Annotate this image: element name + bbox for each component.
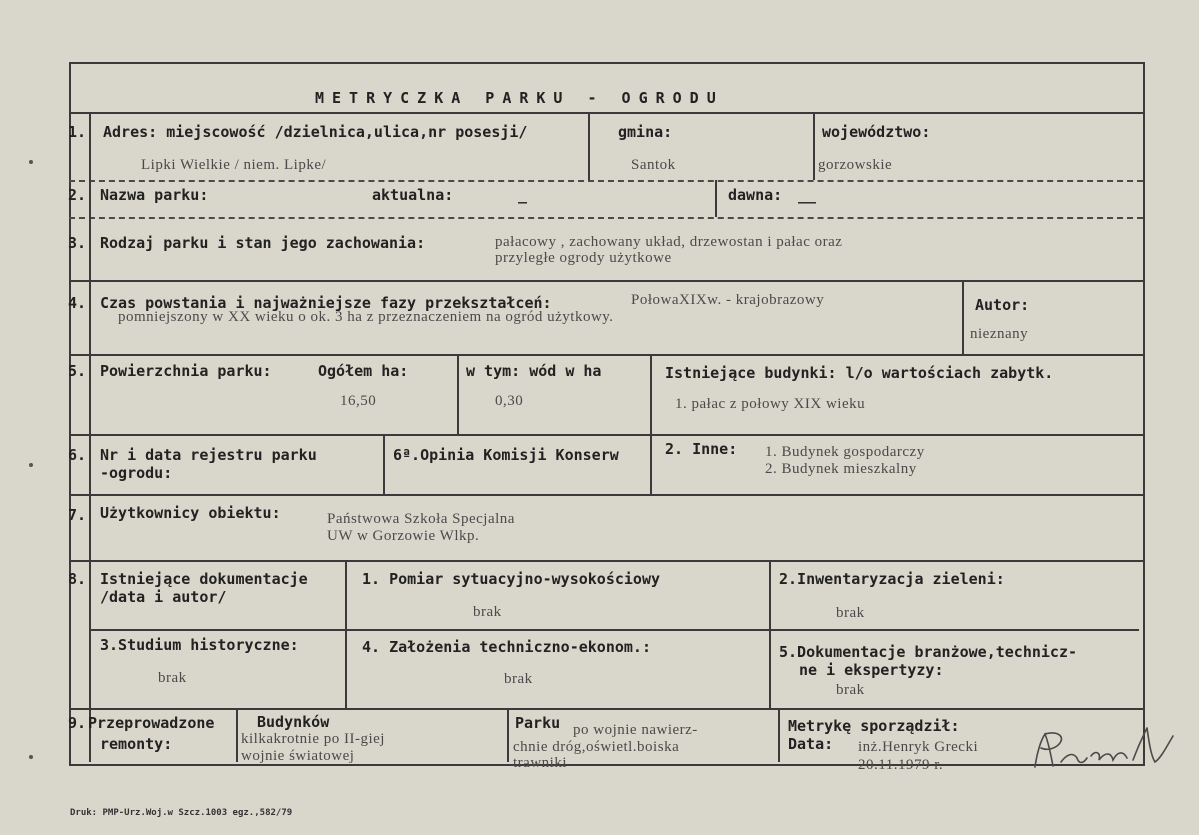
greenery-inventory-label: 2.Inwentaryzacja zieleni: (779, 570, 1005, 588)
current-name-label: aktualna: (372, 186, 454, 204)
section-number: 8. (68, 570, 87, 588)
form-title: METRYCZKA PARKU - OGRODU (315, 89, 724, 107)
rule (89, 629, 1139, 631)
park-name-label: Nazwa parku: (100, 186, 209, 204)
origin-time-label: Czas powstania i najważniejsze fazy przekształceń: (100, 294, 552, 312)
water-area-value: 0,30 (495, 393, 524, 409)
technical-assumptions-label: 4. Założenia techniczno-ekonom.: (362, 638, 651, 656)
existing-buildings-value: 1. pałac z połowy XIX wieku (675, 396, 866, 412)
total-area-value: 16,50 (340, 393, 377, 409)
historical-study-label: 3.Studium historyczne: (100, 636, 299, 654)
print-info: Druk: PMP-Urz.Woj.w Szcz.1003 egz.,582/79 (70, 808, 293, 818)
former-name-label: dawna: (728, 186, 783, 204)
current-name-value: _ (518, 186, 528, 204)
column-divider (813, 112, 815, 180)
documentation-label: /data i autor/ (100, 588, 227, 606)
historical-study-value: brak (158, 670, 187, 686)
park-type-value: przyległe ogrody użytkowe (495, 250, 672, 266)
buildings-repairs-value: wojnie światowej (241, 748, 355, 764)
rule (69, 434, 1143, 436)
origin-time-value: pomniejszony w XX wieku o ok. 3 ha z przeznaczeniem na ogród użytkowy. (118, 309, 614, 325)
existing-buildings-label: Istniejące budynki: l/o wartościach zabytk. (665, 364, 1054, 382)
rule (69, 494, 1143, 496)
section-number: 4. (68, 294, 87, 312)
margin-dot (29, 755, 33, 759)
buildings-repairs-label: Budynków (257, 713, 330, 731)
users-value: Państwowa Szkoła Specjalna (327, 511, 515, 527)
column-divider (650, 354, 652, 494)
column-divider (507, 708, 509, 762)
section-number: 7. (68, 506, 87, 524)
voivodeship-label: województwo: (822, 123, 931, 141)
users-value: UW w Gorzowie Wlkp. (327, 528, 480, 544)
column-divider (457, 354, 459, 434)
park-repairs-label: Parku (515, 714, 561, 732)
section-number: 2. (68, 186, 87, 204)
users-label: Użytkownicy obiektu: (100, 504, 281, 522)
park-type-value: pałacowy , zachowany układ, drzewostan i pałac oraz (495, 234, 843, 250)
margin-dot (29, 160, 33, 164)
gmina-label: gmina: (618, 123, 673, 141)
documentation-label: Istniejące dokumentacje (100, 570, 308, 588)
park-repairs-value: po wojnie nawierz- (573, 722, 698, 738)
survey-value: brak (473, 604, 502, 620)
rule (69, 217, 1143, 219)
survey-label: 1. Pomiar sytuacyjno-wysokościowy (362, 570, 661, 588)
rule (69, 112, 1143, 114)
handwritten-signature (1015, 722, 1195, 782)
column-divider (89, 112, 91, 762)
other-buildings-value: 1. Budynek gospodarczy (765, 444, 925, 460)
section-number: 1. (68, 123, 87, 141)
date-value: 20.11.1979 r. (858, 757, 944, 773)
address-label: Adres: miejscowość /dzielnica,ulica,nr posesji/ (103, 123, 528, 141)
park-repairs-value: chnie dróg,oświetl.boiska (513, 739, 680, 755)
area-label: Powierzchnia parku: (100, 362, 272, 380)
other-buildings-value: 2. Budynek mieszkalny (765, 461, 917, 477)
origin-time-value: PołowaXIXw. - krajobrazowy (631, 292, 825, 308)
author-value: nieznany (970, 326, 1029, 342)
voivodeship-value: gorzowskie (818, 157, 893, 173)
water-area-label: w tym: wód w ha (466, 362, 602, 380)
register-label: -ogrodu: (100, 464, 173, 482)
column-divider (588, 112, 590, 180)
register-label: Nr i data rejestru parku (100, 446, 317, 464)
former-name-value: __ (798, 186, 817, 204)
total-area-label: Ogółem ha: (318, 362, 409, 380)
gmina-value: Santok (631, 157, 676, 173)
address-value: Lipki Wielkie / niem. Lipke/ (141, 157, 327, 173)
repairs-label: Przeprowadzone (88, 714, 215, 732)
column-divider (715, 180, 717, 217)
column-divider (962, 280, 964, 354)
conservator-opinion-label: 6ª.Opinia Komisji Konserw (393, 446, 619, 464)
branch-docs-value: brak (836, 682, 865, 698)
repairs-label: remonty: (100, 735, 173, 753)
rule (69, 560, 1143, 562)
branch-docs-label: ne i ekspertyzy: (799, 661, 944, 679)
section-number: 6. (68, 446, 87, 464)
margin-dot (29, 463, 33, 467)
rule (69, 708, 1143, 710)
column-divider (345, 560, 347, 708)
rule (69, 354, 1143, 356)
section-number: 5. (68, 362, 87, 380)
park-type-label: Rodzaj parku i stan jego zachowania: (100, 234, 426, 252)
section-number: 3. (68, 234, 87, 252)
column-divider (383, 434, 385, 494)
technical-assumptions-value: brak (504, 671, 533, 687)
buildings-repairs-value: kilkakrotnie po II-giej (241, 731, 385, 747)
greenery-inventory-value: brak (836, 605, 865, 621)
other-buildings-label: 2. Inne: (665, 440, 738, 458)
prepared-by-label: Metrykę sporządził: (788, 717, 960, 735)
park-repairs-value: trawniki (513, 755, 567, 771)
column-divider (769, 560, 771, 708)
author-label: Autor: (975, 296, 1030, 314)
date-label: Data: (788, 735, 834, 753)
section-number: 9. (68, 714, 87, 732)
rule (69, 280, 1143, 282)
branch-docs-label: 5.Dokumentacje branżowe,technicz- (779, 643, 1078, 661)
column-divider (236, 708, 238, 762)
column-divider (778, 708, 780, 762)
prepared-by-value: inż.Henryk Grecki (858, 739, 979, 755)
rule (69, 180, 1143, 182)
